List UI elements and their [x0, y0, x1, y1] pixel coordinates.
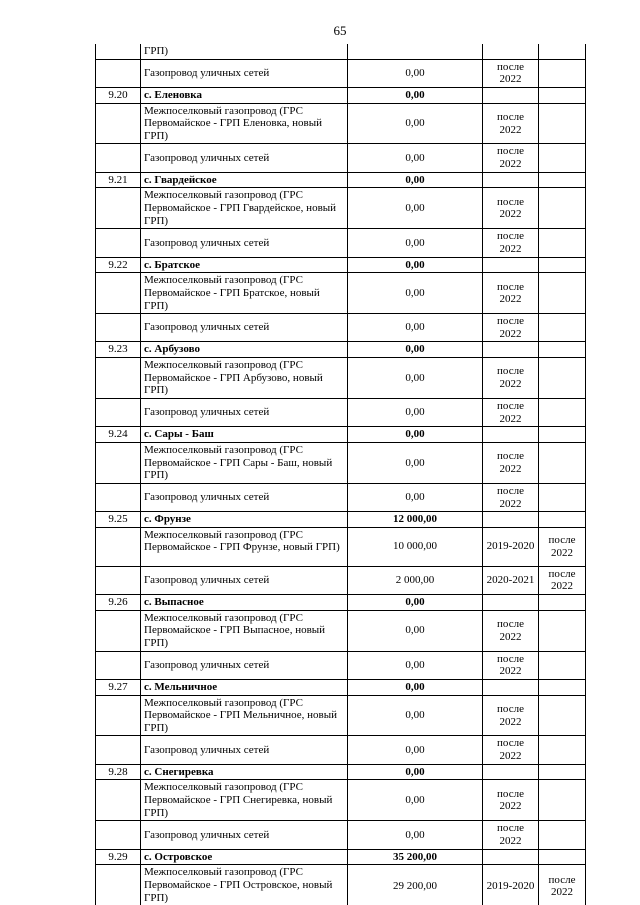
row-name-cell: Газопровод уличных сетей — [141, 651, 348, 679]
row-number-cell — [96, 736, 141, 764]
row-name-cell: Газопровод уличных сетей — [141, 229, 348, 257]
row-value-cell: 0,00 — [348, 144, 483, 172]
row-value-cell: 0,00 — [348, 651, 483, 679]
row-period-first-cell: после 2022 — [483, 442, 539, 483]
row-period-first-cell: после 2022 — [483, 314, 539, 342]
row-number-cell — [96, 399, 141, 427]
row-name-cell: с. Выпасное — [141, 595, 348, 611]
row-period-after-cell — [539, 695, 586, 736]
row-value-cell: 0,00 — [348, 59, 483, 87]
row-period-first-cell: 2019-2020 — [483, 527, 539, 566]
row-number-cell — [96, 865, 141, 905]
table-row-street — [96, 651, 586, 679]
table-row-trunk — [96, 780, 586, 821]
row-period-first-cell: после 2022 — [483, 651, 539, 679]
row-value-cell: 2 000,00 — [348, 566, 483, 594]
row-period-first-cell — [483, 172, 539, 188]
row-period-after-cell: после 2022 — [539, 865, 586, 905]
row-number-cell: 9.20 — [96, 87, 141, 103]
row-number-cell — [96, 59, 141, 87]
row-period-after-cell — [539, 44, 586, 59]
row-name-cell: Межпоселковый газопровод (ГРС Первомайское - ГРП Еленовка, новый ГРП) — [141, 103, 348, 144]
row-value-cell: 0,00 — [348, 229, 483, 257]
pipeline-schedule-table — [95, 44, 586, 905]
row-value-cell: 0,00 — [348, 103, 483, 144]
row-period-after-cell — [539, 610, 586, 651]
row-period-after-cell — [539, 172, 586, 188]
row-name-cell: с. Снегиревка — [141, 764, 348, 780]
row-period-after-cell — [539, 442, 586, 483]
row-number-cell — [96, 273, 141, 314]
row-name-cell: Газопровод уличных сетей — [141, 59, 348, 87]
row-period-after-cell: после 2022 — [539, 566, 586, 594]
row-number-cell — [96, 527, 141, 566]
table-row-section — [96, 342, 586, 358]
row-value-cell: 0,00 — [348, 821, 483, 849]
row-period-after-cell — [539, 595, 586, 611]
row-period-first-cell — [483, 87, 539, 103]
row-period-after-cell — [539, 314, 586, 342]
row-number-cell: 9.23 — [96, 342, 141, 358]
row-period-first-cell — [483, 679, 539, 695]
row-value-cell: 35 200,00 — [348, 849, 483, 865]
row-period-first-cell: после 2022 — [483, 695, 539, 736]
table-row-trunk — [96, 358, 586, 399]
row-period-first-cell: после 2022 — [483, 358, 539, 399]
row-period-first-cell: после 2022 — [483, 483, 539, 511]
table-row-trunk — [96, 610, 586, 651]
row-name-cell: Межпоселковый газопровод (ГРС Первомайское - ГРП Сары - Баш, новый ГРП) — [141, 442, 348, 483]
row-period-after-cell — [539, 103, 586, 144]
row-name-cell: ГРП) — [141, 44, 348, 59]
row-value-cell: 0,00 — [348, 764, 483, 780]
row-value-cell: 0,00 — [348, 188, 483, 229]
row-value-cell: 0,00 — [348, 695, 483, 736]
row-period-first-cell: после 2022 — [483, 59, 539, 87]
row-number-cell — [96, 821, 141, 849]
row-period-first-cell — [483, 44, 539, 59]
table-row-trunk — [96, 865, 586, 905]
row-number-cell — [96, 483, 141, 511]
row-period-first-cell: после 2022 — [483, 821, 539, 849]
row-value-cell: 0,00 — [348, 736, 483, 764]
table-row-street — [96, 59, 586, 87]
row-period-first-cell: после 2022 — [483, 188, 539, 229]
row-value-cell: 0,00 — [348, 87, 483, 103]
row-number-cell — [96, 566, 141, 594]
row-period-after-cell — [539, 483, 586, 511]
row-name-cell: Газопровод уличных сетей — [141, 566, 348, 594]
row-number-cell — [96, 695, 141, 736]
row-number-cell — [96, 442, 141, 483]
row-period-first-cell — [483, 595, 539, 611]
row-period-first-cell — [483, 257, 539, 273]
row-number-cell — [96, 188, 141, 229]
row-period-first-cell — [483, 427, 539, 443]
row-value-cell: 0,00 — [348, 780, 483, 821]
table-row-street — [96, 483, 586, 511]
table-row-section — [96, 679, 586, 695]
table-row-section — [96, 595, 586, 611]
row-value-cell: 10 000,00 — [348, 527, 483, 566]
row-value-cell: 0,00 — [348, 273, 483, 314]
row-number-cell — [96, 651, 141, 679]
row-period-after-cell — [539, 59, 586, 87]
row-number-cell: 9.29 — [96, 849, 141, 865]
table-row-street — [96, 736, 586, 764]
page-number: 65 — [333, 23, 347, 38]
table-row-street — [96, 314, 586, 342]
row-name-cell: Межпоселковый газопровод (ГРС Первомайское - ГРП Гвардейское, новый ГРП) — [141, 188, 348, 229]
row-value-cell: 0,00 — [348, 399, 483, 427]
row-number-cell: 9.21 — [96, 172, 141, 188]
row-number-cell: 9.26 — [96, 595, 141, 611]
row-period-first-cell: после 2022 — [483, 399, 539, 427]
row-name-cell: Газопровод уличных сетей — [141, 736, 348, 764]
row-value-cell: 0,00 — [348, 314, 483, 342]
row-period-after-cell — [539, 358, 586, 399]
row-number-cell — [96, 103, 141, 144]
row-period-first-cell: после 2022 — [483, 736, 539, 764]
row-period-after-cell — [539, 87, 586, 103]
table-row-section — [96, 257, 586, 273]
row-period-first-cell: после 2022 — [483, 229, 539, 257]
row-number-cell: 9.27 — [96, 679, 141, 695]
row-period-first-cell — [483, 342, 539, 358]
table-row-section — [96, 87, 586, 103]
row-value-cell — [348, 44, 483, 59]
row-value-cell: 0,00 — [348, 427, 483, 443]
row-value-cell: 0,00 — [348, 483, 483, 511]
row-period-after-cell — [539, 342, 586, 358]
table-row-trunk — [96, 103, 586, 144]
row-name-cell: с. Сары - Баш — [141, 427, 348, 443]
row-period-after-cell — [539, 651, 586, 679]
row-period-first-cell: после 2022 — [483, 144, 539, 172]
row-value-cell: 0,00 — [348, 342, 483, 358]
row-name-cell: с. Гвардейское — [141, 172, 348, 188]
table-row-trunk — [96, 695, 586, 736]
row-value-cell: 0,00 — [348, 595, 483, 611]
row-name-cell: Газопровод уличных сетей — [141, 483, 348, 511]
row-period-after-cell — [539, 229, 586, 257]
row-period-after-cell — [539, 512, 586, 528]
row-number-cell: 9.24 — [96, 427, 141, 443]
row-name-cell: Межпоселковый газопровод (ГРС Первомайское - ГРП Братское, новый ГРП) — [141, 273, 348, 314]
row-number-cell — [96, 144, 141, 172]
row-period-after-cell — [539, 427, 586, 443]
row-period-after-cell — [539, 736, 586, 764]
row-period-first-cell: 2019-2020 — [483, 865, 539, 905]
row-number-cell — [96, 44, 141, 59]
table-row-street — [96, 399, 586, 427]
row-period-after-cell — [539, 257, 586, 273]
table-row-continuation — [96, 44, 586, 59]
row-value-cell: 29 200,00 — [348, 865, 483, 905]
row-period-first-cell — [483, 849, 539, 865]
row-period-after-cell — [539, 780, 586, 821]
row-name-cell: с. Фрунзе — [141, 512, 348, 528]
table-row-trunk — [96, 273, 586, 314]
table-row-section — [96, 764, 586, 780]
row-period-after-cell: после 2022 — [539, 527, 586, 566]
table-row-section — [96, 512, 586, 528]
row-value-cell: 0,00 — [348, 358, 483, 399]
row-number-cell — [96, 314, 141, 342]
row-name-cell: с. Мельничное — [141, 679, 348, 695]
row-period-after-cell — [539, 679, 586, 695]
row-value-cell: 12 000,00 — [348, 512, 483, 528]
table-row-trunk — [96, 188, 586, 229]
row-period-first-cell: после 2022 — [483, 610, 539, 651]
table-row-street — [96, 566, 586, 594]
table-row-trunk — [96, 442, 586, 483]
row-name-cell: с. Еленовка — [141, 87, 348, 103]
table-row-street — [96, 229, 586, 257]
row-value-cell: 0,00 — [348, 610, 483, 651]
row-period-after-cell — [539, 821, 586, 849]
table-row-section — [96, 849, 586, 865]
row-period-after-cell — [539, 399, 586, 427]
row-name-cell: Межпоселковый газопровод (ГРС Первомайское - ГРП Арбузово, новый ГРП) — [141, 358, 348, 399]
row-number-cell: 9.25 — [96, 512, 141, 528]
row-name-cell: Межпоселковый газопровод (ГРС Первомайское - ГРП Островское, новый ГРП) — [141, 865, 348, 905]
row-name-cell: с. Арбузово — [141, 342, 348, 358]
row-period-first-cell: после 2022 — [483, 273, 539, 314]
row-value-cell: 0,00 — [348, 442, 483, 483]
row-period-first-cell — [483, 764, 539, 780]
row-number-cell — [96, 229, 141, 257]
row-name-cell: Газопровод уличных сетей — [141, 144, 348, 172]
row-period-after-cell — [539, 188, 586, 229]
row-period-first-cell: после 2022 — [483, 103, 539, 144]
table-row-section — [96, 427, 586, 443]
row-name-cell: Газопровод уличных сетей — [141, 821, 348, 849]
table-row-trunk — [96, 527, 586, 566]
pipeline-schedule-table-body — [96, 44, 586, 905]
row-period-after-cell — [539, 849, 586, 865]
row-number-cell: 9.28 — [96, 764, 141, 780]
row-value-cell: 0,00 — [348, 679, 483, 695]
row-name-cell: Межпоселковый газопровод (ГРС Первомайское - ГРП Снегиревка, новый ГРП) — [141, 780, 348, 821]
row-name-cell: с. Братское — [141, 257, 348, 273]
row-name-cell: Газопровод уличных сетей — [141, 314, 348, 342]
row-name-cell: с. Островское — [141, 849, 348, 865]
row-number-cell — [96, 610, 141, 651]
row-period-after-cell — [539, 764, 586, 780]
row-name-cell: Межпоселковый газопровод (ГРС Первомайское - ГРП Выпасное, новый ГРП) — [141, 610, 348, 651]
row-period-after-cell — [539, 144, 586, 172]
row-number-cell: 9.22 — [96, 257, 141, 273]
row-name-cell: Межпоселковый газопровод (ГРС Первомайское - ГРП Мельничное, новый ГРП) — [141, 695, 348, 736]
table-row-street — [96, 144, 586, 172]
row-value-cell: 0,00 — [348, 172, 483, 188]
row-value-cell: 0,00 — [348, 257, 483, 273]
row-number-cell — [96, 780, 141, 821]
row-name-cell: Газопровод уличных сетей — [141, 399, 348, 427]
row-period-first-cell — [483, 512, 539, 528]
row-period-first-cell: 2020-2021 — [483, 566, 539, 594]
row-number-cell — [96, 358, 141, 399]
row-name-cell: Межпоселковый газопровод (ГРС Первомайское - ГРП Фрунзе, новый ГРП) — [141, 527, 348, 566]
row-period-after-cell — [539, 273, 586, 314]
row-period-first-cell: после 2022 — [483, 780, 539, 821]
table-row-street — [96, 821, 586, 849]
table-row-section — [96, 172, 586, 188]
